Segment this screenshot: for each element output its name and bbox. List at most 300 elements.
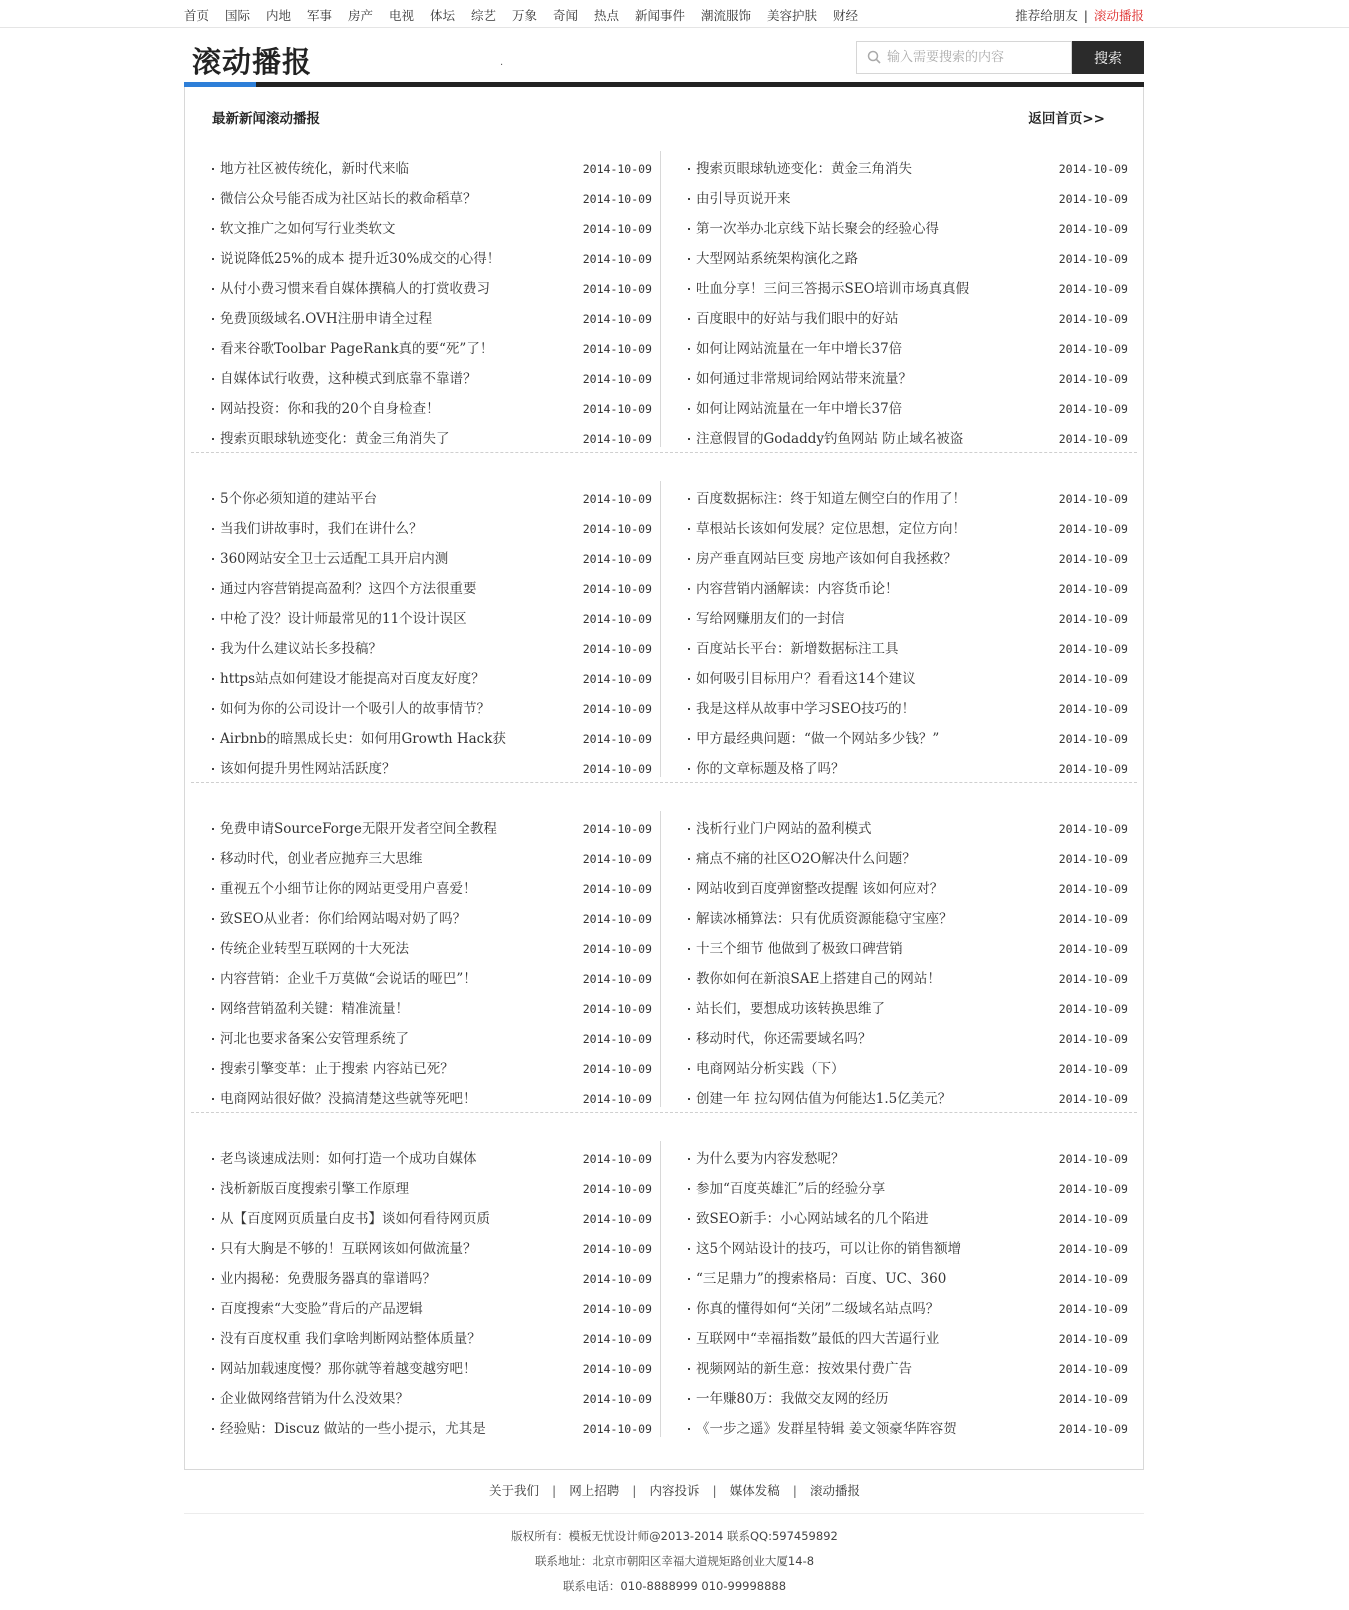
footer-separator: |	[792, 1483, 797, 1498]
bullet-dot	[688, 528, 690, 530]
footer-separator: |	[712, 1483, 717, 1498]
news-date: 2014-10-09	[582, 1032, 652, 1046]
list-item	[212, 1324, 652, 1354]
bullet-dot	[212, 528, 214, 530]
news-title-link[interactable]: 通过内容营销提高盈利？这四个方法很重要	[220, 581, 477, 597]
news-date: 2014-10-09	[1058, 552, 1128, 566]
bullet-dot	[212, 1188, 214, 1190]
list-item	[212, 184, 652, 214]
list-item	[688, 244, 1128, 274]
back-home-link[interactable]: 返回首页>>	[1028, 111, 1105, 127]
news-title-link[interactable]: 站长们，要想成功该转换思维了	[696, 1001, 885, 1017]
search-box	[856, 41, 1072, 74]
bullet-dot	[212, 378, 214, 380]
news-title-link[interactable]: 参加“百度英雄汇”后的经验分享	[696, 1181, 886, 1197]
news-title-link[interactable]: 从付小费习惯来看自媒体撰稿人的打赏收费习	[220, 281, 490, 297]
list-item	[688, 1384, 1128, 1414]
news-date: 2014-10-09	[582, 522, 652, 536]
bullet-dot	[688, 1248, 690, 1250]
column-divider	[660, 811, 661, 1107]
news-date: 2014-10-09	[582, 1332, 652, 1346]
block-separator	[191, 452, 1137, 453]
bullet-dot	[688, 438, 690, 440]
nav-link-sports[interactable]: 体坛	[430, 8, 456, 23]
nav-link-military[interactable]: 军事	[307, 8, 333, 23]
bullet-dot	[688, 1278, 690, 1280]
news-title-link[interactable]: https站点如何建设才能提高对百度友好度？	[220, 671, 485, 687]
news-title-link[interactable]: 免费申请SourceForge无限开发者空间全教程	[220, 821, 497, 837]
list-item	[688, 694, 1128, 724]
bullet-dot	[688, 768, 690, 770]
news-date: 2014-10-09	[1058, 222, 1128, 236]
news-title-link[interactable]: 看来谷歌Toolbar PageRank真的要“死”了！	[220, 341, 494, 357]
bullet-dot	[688, 738, 690, 740]
news-title-link[interactable]: 老鸟谈速成法则：如何打造一个成功自媒体	[220, 1151, 477, 1167]
news-title-link[interactable]: 从【百度网页质量白皮书】谈如何看待网页质	[220, 1211, 490, 1227]
news-title-link[interactable]: 如何让网站流量在一年中增长37倍	[696, 401, 903, 417]
news-title-link[interactable]: 5个你必须知道的建站平台	[220, 491, 378, 507]
nav-link-mainland[interactable]: 内地	[266, 8, 292, 23]
bullet-dot	[212, 648, 214, 650]
list-item	[688, 934, 1128, 964]
news-title-link[interactable]: 电商网站分析实践（下）	[696, 1061, 845, 1077]
bullet-dot	[688, 378, 690, 380]
news-title-link[interactable]: 内容营销内涵解读：内容货币论！	[696, 581, 899, 597]
main-content	[184, 87, 1144, 1470]
news-column-left	[212, 814, 652, 1114]
news-title-link[interactable]: 我为什么建议站长多投稿？	[220, 641, 382, 657]
nav-link-fashion[interactable]: 潮流服饰	[701, 8, 752, 23]
news-title-link[interactable]: 没有百度权重 我们拿啥判断网站整体质量？	[220, 1331, 481, 1347]
list-item	[688, 1354, 1128, 1384]
list-item	[212, 1144, 652, 1174]
news-title-link[interactable]: 搜索页眼球轨迹变化：黄金三角消失了	[220, 431, 450, 447]
bullet-dot	[212, 168, 214, 170]
bullet-dot	[212, 1038, 214, 1040]
block-separator	[191, 782, 1137, 783]
news-date: 2014-10-09	[582, 972, 652, 986]
news-date: 2014-10-09	[582, 612, 652, 626]
list-item	[212, 664, 652, 694]
footer-copyright: 版权所有：模板无忧设计师@2013-2014 联系QQ:597459892	[511, 1529, 838, 1543]
bullet-dot	[688, 1398, 690, 1400]
bullet-dot	[212, 318, 214, 320]
news-date: 2014-10-09	[1058, 1092, 1128, 1106]
news-date: 2014-10-09	[1058, 1242, 1128, 1256]
news-title-link[interactable]: 互联网中“幸福指数”最低的四大苦逼行业	[696, 1331, 940, 1347]
news-title-link[interactable]: 这5个网站设计的技巧，可以让你的销售额增	[696, 1241, 962, 1257]
news-title-link[interactable]: 该如何提升男性网站活跃度？	[220, 761, 396, 777]
news-date: 2014-10-09	[1058, 702, 1128, 716]
footer-link-about[interactable]: 关于我们	[489, 1483, 540, 1498]
list-item	[212, 334, 652, 364]
footer-phone: 联系电话：010-8888999 010-99998888	[562, 1579, 787, 1593]
news-column-left	[212, 1144, 652, 1444]
bullet-dot	[212, 1158, 214, 1160]
news-title-link[interactable]: 大型网站系统架构演化之路	[696, 251, 858, 267]
news-date: 2014-10-09	[1058, 882, 1128, 896]
nav-link-home[interactable]: 首页	[184, 8, 210, 23]
list-item	[688, 1174, 1128, 1204]
footer-link-media[interactable]: 媒体发稿	[729, 1483, 780, 1498]
news-title-link[interactable]: 草根站长该如何发展？定位思想，定位方向！	[696, 521, 966, 537]
news-title-link[interactable]: 由引导页说开来	[696, 191, 791, 207]
news-title-link[interactable]: 网站投资：你和我的20个自身检查！	[220, 401, 440, 417]
news-date: 2014-10-09	[582, 852, 652, 866]
list-item	[212, 1204, 652, 1234]
bullet-dot	[212, 1428, 214, 1430]
footer-link-scroll-news[interactable]: 滚动播报	[809, 1483, 860, 1498]
news-title-link[interactable]: 浅析新版百度搜索引擎工作原理	[220, 1181, 409, 1197]
nav-link-finance[interactable]: 财经	[833, 8, 859, 23]
news-title-link[interactable]: 百度眼中的好站与我们眼中的好站	[696, 311, 899, 327]
news-title-link[interactable]: 业内揭秘：免费服务器真的靠谱吗？	[220, 1271, 436, 1287]
news-date: 2014-10-09	[582, 1002, 652, 1016]
news-column-right	[688, 154, 1128, 454]
bullet-dot	[688, 828, 690, 830]
list-item	[212, 874, 652, 904]
search-input[interactable]	[887, 42, 1067, 73]
news-title-link[interactable]: 第一次举办北京线下站长聚会的经验心得	[696, 221, 939, 237]
news-title-link[interactable]: 电商网站很好做？没搞清楚这些就等死吧！	[220, 1091, 477, 1107]
scroll-news-link[interactable]: 滚动播报	[1093, 8, 1144, 23]
footer-divider	[184, 1513, 1144, 1514]
news-title-link[interactable]: 吐血分享！三问三答揭示SEO培训市场真真假	[696, 281, 970, 297]
bullet-dot	[212, 408, 214, 410]
news-title-link[interactable]: 说说降低25%的成本 提升近30%成交的心得！	[220, 251, 501, 267]
footer-separator: |	[552, 1483, 557, 1498]
list-item	[688, 904, 1128, 934]
news-title-link[interactable]: 如何通过非常规词给网站带来流量？	[696, 371, 912, 387]
news-title-link[interactable]: 当我们讲故事时，我们在讲什么？	[220, 521, 423, 537]
list-item	[688, 964, 1128, 994]
news-date: 2014-10-09	[1058, 1272, 1128, 1286]
news-date: 2014-10-09	[1058, 162, 1128, 176]
bullet-dot	[688, 408, 690, 410]
list-item	[688, 1234, 1128, 1264]
news-date: 2014-10-09	[582, 192, 652, 206]
bullet-dot	[688, 1098, 690, 1100]
news-title-link[interactable]: 致SEO新手：小心网站域名的几个陷进	[696, 1211, 929, 1227]
news-date: 2014-10-09	[582, 732, 652, 746]
block-separator	[191, 1112, 1137, 1113]
news-date: 2014-10-09	[1058, 1332, 1128, 1346]
news-title-link[interactable]: 软文推广之如何写行业类软文	[220, 221, 396, 237]
list-item	[212, 1354, 652, 1384]
list-item	[212, 424, 652, 454]
news-date: 2014-10-09	[1058, 432, 1128, 446]
list-item	[688, 514, 1128, 544]
top-navigation	[0, 0, 1349, 28]
news-title-link[interactable]: 房产垂直网站巨变 房地产该如何自我拯救？	[696, 551, 957, 567]
footer-link-complaint[interactable]: 内容投诉	[649, 1483, 700, 1498]
news-title-link[interactable]: 移动时代，创业者应抛弃三大思维	[220, 851, 423, 867]
list-item	[688, 994, 1128, 1024]
list-item	[688, 844, 1128, 874]
column-divider	[660, 1141, 661, 1437]
list-item	[212, 304, 652, 334]
nav-link-variety[interactable]: 综艺	[471, 8, 497, 23]
news-title-link[interactable]: 你真的懂得如何“关闭”二级域名站点吗？	[696, 1301, 940, 1317]
news-title-link[interactable]: 你的文章标题及格了吗？	[696, 761, 845, 777]
bullet-dot	[212, 618, 214, 620]
nav-link-oddities[interactable]: 奇闻	[553, 8, 579, 23]
news-title-link[interactable]: 河北也要求备案公安管理系统了	[220, 1031, 409, 1047]
news-title-link[interactable]: 教你如何在新浪SAE上搭建自己的网站！	[696, 971, 941, 987]
list-item	[688, 1294, 1128, 1324]
bullet-dot	[212, 1278, 214, 1280]
bullet-dot	[212, 198, 214, 200]
list-item	[688, 1054, 1128, 1084]
news-title-link[interactable]: 解读冰桶算法：只有优质资源能稳守宝座？	[696, 911, 953, 927]
list-item	[688, 664, 1128, 694]
bullet-dot	[212, 1008, 214, 1010]
news-title-link[interactable]: 重视五个小细节让你的网站更受用户喜爱！	[220, 881, 477, 897]
bullet-dot	[212, 1098, 214, 1100]
bullet-dot	[212, 558, 214, 560]
news-title-link[interactable]: 网络营销盈利关键：精准流量！	[220, 1001, 409, 1017]
news-title-link[interactable]: 一年赚80万：我做交友网的经历	[696, 1391, 889, 1407]
site-logo[interactable]: 滚动播报	[192, 45, 313, 79]
news-title-link[interactable]: 创建一年 拉勾网估值为何能达1.5亿美元？	[696, 1091, 952, 1107]
news-date: 2014-10-09	[1058, 972, 1128, 986]
bullet-dot	[688, 888, 690, 890]
top-navigation-inner	[184, 0, 1144, 28]
news-date: 2014-10-09	[582, 1272, 652, 1286]
news-title-link[interactable]: 《一步之遥》发群星特辑 姜文领豪华阵容贺	[696, 1421, 957, 1437]
news-title-link[interactable]: 为什么要为内容发愁呢？	[696, 1151, 845, 1167]
news-title-link[interactable]: Airbnb的暗黑成长史：如何用Growth Hack获	[220, 731, 506, 747]
list-item	[212, 1084, 652, 1114]
list-item	[212, 844, 652, 874]
news-date: 2014-10-09	[582, 1062, 652, 1076]
list-item	[688, 154, 1128, 184]
footer-links	[0, 1481, 1349, 1499]
bullet-dot	[688, 1188, 690, 1190]
nav-link-news-events[interactable]: 新闻事件	[635, 8, 686, 23]
nav-separator: |	[1083, 8, 1088, 23]
list-item	[212, 274, 652, 304]
news-title-link[interactable]: 经验贴：Discuz 做站的一些小提示，尤其是	[220, 1421, 486, 1437]
news-date: 2014-10-09	[1058, 822, 1128, 836]
news-date: 2014-10-09	[582, 492, 652, 506]
news-title-link[interactable]: 浅析行业门户网站的盈利模式	[696, 821, 872, 837]
nav-link-beauty[interactable]: 美容护肤	[767, 8, 818, 23]
bullet-dot	[688, 198, 690, 200]
news-date: 2014-10-09	[1058, 612, 1128, 626]
news-title-link[interactable]: 传统企业转型互联网的十大死法	[220, 941, 409, 957]
bullet-dot	[688, 1068, 690, 1070]
news-title-link[interactable]: 企业做网络营销为什么没效果？	[220, 1391, 409, 1407]
news-title-link[interactable]: 百度数据标注：终于知道左侧空白的作用了！	[696, 491, 966, 507]
list-item	[212, 814, 652, 844]
news-title-link[interactable]: 微信公众号能否成为社区站长的救命稻草？	[220, 191, 477, 207]
news-date: 2014-10-09	[582, 702, 652, 716]
news-block	[185, 139, 1143, 453]
news-title-link[interactable]: 甲方最经典问题：“做一个网站多少钱？”	[696, 731, 940, 747]
news-date: 2014-10-09	[582, 672, 652, 686]
bullet-dot	[688, 918, 690, 920]
news-date: 2014-10-09	[582, 942, 652, 956]
news-date: 2014-10-09	[582, 1092, 652, 1106]
news-title-link[interactable]: 360网站安全卫士云适配工具开启内测	[220, 551, 449, 567]
list-item	[212, 574, 652, 604]
bullet-dot	[212, 1368, 214, 1370]
bullet-dot	[688, 948, 690, 950]
list-item	[212, 1174, 652, 1204]
news-title-link[interactable]: 网站收到百度弹窗整改提醒 该如何应对？	[696, 881, 944, 897]
news-date: 2014-10-09	[582, 552, 652, 566]
list-item	[688, 1024, 1128, 1054]
news-title-link[interactable]: 内容营销：企业千万莫做“会说话的哑巴”！	[220, 971, 477, 987]
news-date: 2014-10-09	[1058, 942, 1128, 956]
news-date: 2014-10-09	[1058, 672, 1128, 686]
news-column-right	[688, 484, 1128, 784]
news-date: 2014-10-09	[582, 222, 652, 236]
list-item	[688, 364, 1128, 394]
news-date: 2014-10-09	[582, 822, 652, 836]
news-title-link[interactable]: 写给网赚朋友们的一封信	[696, 611, 845, 627]
news-title-link[interactable]: 痛点不痛的社区O2O解决什么问题？	[696, 851, 916, 867]
news-date: 2014-10-09	[582, 1212, 652, 1226]
bullet-dot	[212, 288, 214, 290]
list-item	[688, 424, 1128, 454]
list-item	[688, 874, 1128, 904]
footer-separator: |	[632, 1483, 637, 1498]
bullet-dot	[212, 348, 214, 350]
bullet-dot	[688, 1308, 690, 1310]
news-date: 2014-10-09	[1058, 1212, 1128, 1226]
list-item	[688, 544, 1128, 574]
news-title-link[interactable]: “三足鼎力”的搜索格局：百度、UC、360	[696, 1271, 947, 1287]
bullet-dot	[212, 978, 214, 980]
news-title-link[interactable]: 中枪了没？设计师最常见的11个设计误区	[220, 611, 467, 627]
list-item	[688, 214, 1128, 244]
bullet-dot	[212, 1218, 214, 1220]
list-item	[212, 514, 652, 544]
list-item	[212, 694, 652, 724]
news-block	[185, 1129, 1143, 1443]
news-date: 2014-10-09	[582, 882, 652, 896]
list-item	[212, 1024, 652, 1054]
news-title-link[interactable]: 搜索页眼球轨迹变化：黄金三角消失	[696, 161, 912, 177]
news-date: 2014-10-09	[1058, 762, 1128, 776]
news-date: 2014-10-09	[1058, 1422, 1128, 1436]
list-item	[688, 484, 1128, 514]
news-title-link[interactable]: 注意假冒的Godaddy钓鱼网站 防止域名被盗	[696, 431, 964, 447]
news-title-link[interactable]: 如何为你的公司设计一个吸引人的故事情节？	[220, 701, 490, 717]
list-item	[212, 364, 652, 394]
bullet-dot	[688, 558, 690, 560]
news-title-link[interactable]: 免费顶级域名.OVH注册申请全过程	[220, 311, 433, 327]
footer-link-jobs[interactable]: 网上招聘	[569, 1483, 620, 1498]
bullet-dot	[688, 498, 690, 500]
list-item	[212, 214, 652, 244]
bullet-dot	[688, 168, 690, 170]
news-title-link[interactable]: 自媒体试行收费，这种模式到底靠不靠谱？	[220, 371, 477, 387]
list-item	[688, 1414, 1128, 1444]
news-date: 2014-10-09	[1058, 1152, 1128, 1166]
news-date: 2014-10-09	[582, 912, 652, 926]
news-date: 2014-10-09	[1058, 1392, 1128, 1406]
news-title-link[interactable]: 十三个细节 他做到了极致口碑营销	[696, 941, 903, 957]
list-item	[212, 604, 652, 634]
news-date: 2014-10-09	[582, 1422, 652, 1436]
news-date: 2014-10-09	[1058, 252, 1128, 266]
nav-right	[1015, 6, 1144, 24]
news-date: 2014-10-09	[582, 252, 652, 266]
news-date: 2014-10-09	[1058, 1062, 1128, 1076]
bullet-dot	[212, 1398, 214, 1400]
news-title-link[interactable]: 致SEO从业者：你们给网站喝对奶了吗？	[220, 911, 467, 927]
recommend-link[interactable]: 推荐给朋友	[1015, 8, 1078, 23]
news-title-link[interactable]: 如何让网站流量在一年中增长37倍	[696, 341, 903, 357]
bullet-dot	[212, 858, 214, 860]
news-date: 2014-10-09	[582, 402, 652, 416]
nav-link-international[interactable]: 国际	[225, 8, 251, 23]
list-item	[688, 1204, 1128, 1234]
news-title-link[interactable]: 移动时代，你还需要域名吗？	[696, 1031, 872, 1047]
news-title-link[interactable]: 如何吸引目标用户？看看这14个建议	[696, 671, 916, 687]
news-title-link[interactable]: 网站加载速度慢？那你就等着越变越穷吧！	[220, 1361, 477, 1377]
bullet-dot	[212, 738, 214, 740]
list-item	[212, 724, 652, 754]
news-title-link[interactable]: 视频网站的新生意：按效果付费广告	[696, 1361, 912, 1377]
bullet-dot	[212, 498, 214, 500]
news-date: 2014-10-09	[1058, 732, 1128, 746]
news-date: 2014-10-09	[582, 282, 652, 296]
bullet-dot	[212, 948, 214, 950]
news-title-link[interactable]: 搜索引擎变革：止于搜索 内容站已死？	[220, 1061, 454, 1077]
news-date: 2014-10-09	[582, 1302, 652, 1316]
news-column-right	[688, 1144, 1128, 1444]
nav-link-hot[interactable]: 热点	[594, 8, 620, 23]
list-item	[688, 1324, 1128, 1354]
search-button[interactable]: 搜索	[1072, 41, 1144, 74]
bullet-dot	[212, 828, 214, 830]
list-item	[212, 904, 652, 934]
list-item	[212, 634, 652, 664]
bullet-dot	[688, 1218, 690, 1220]
list-item	[688, 304, 1128, 334]
bullet-dot	[212, 1338, 214, 1340]
list-item	[688, 574, 1128, 604]
nav-links	[184, 6, 870, 24]
nav-link-realestate[interactable]: 房产	[348, 8, 374, 23]
nav-link-wanxiang[interactable]: 万象	[512, 8, 538, 23]
bullet-dot	[688, 588, 690, 590]
bullet-dot	[688, 288, 690, 290]
bullet-dot	[688, 258, 690, 260]
nav-link-tv[interactable]: 电视	[389, 8, 415, 23]
news-title-link[interactable]: 只有大胸是不够的！互联网该如何做流量？	[220, 1241, 477, 1257]
news-title-link[interactable]: 地方社区被传统化，新时代来临	[220, 161, 409, 177]
news-title-link[interactable]: 百度搜索“大变脸”背后的产品逻辑	[220, 1301, 423, 1317]
news-title-link[interactable]: 百度站长平台：新增数据标注工具	[696, 641, 899, 657]
bullet-dot	[688, 708, 690, 710]
news-column-left	[212, 484, 652, 784]
news-date: 2014-10-09	[582, 342, 652, 356]
news-date: 2014-10-09	[582, 1392, 652, 1406]
bullet-dot	[688, 1338, 690, 1340]
news-date: 2014-10-09	[1058, 372, 1128, 386]
news-date: 2014-10-09	[582, 582, 652, 596]
bullet-dot	[688, 1428, 690, 1430]
bullet-dot	[212, 708, 214, 710]
news-title-link[interactable]: 我是这样从故事中学习SEO技巧的！	[696, 701, 916, 717]
list-item	[212, 1234, 652, 1264]
list-item	[212, 934, 652, 964]
